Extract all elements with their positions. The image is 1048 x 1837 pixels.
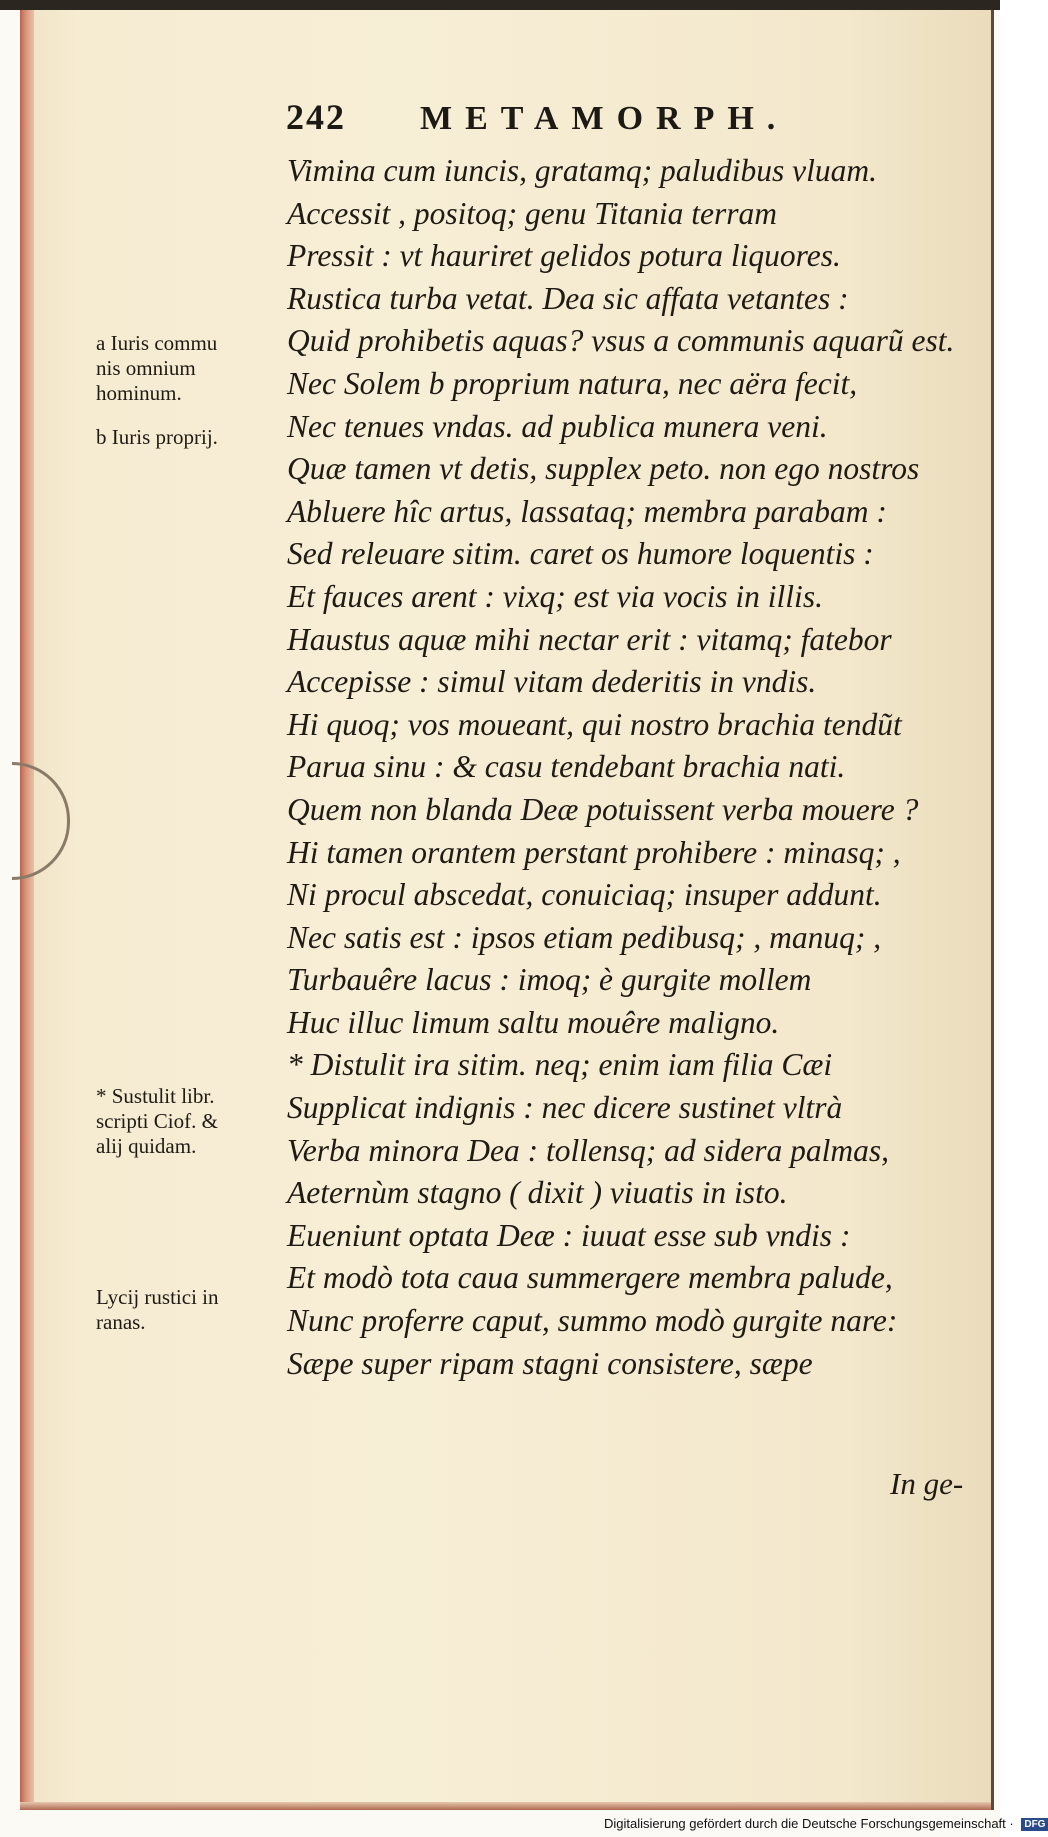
margin-note-star	[96, 1084, 218, 1159]
verse-line: Turbauêre lacus : imoq; è gurgite mollem	[287, 962, 812, 998]
verse-line: Sed releuare sitim. caret os humore loquentis :	[287, 536, 874, 572]
verse-line: Nec tenues vndas. ad publica munera veni.	[287, 408, 828, 444]
margin-note-a	[96, 331, 217, 406]
catchword: In ge-	[890, 1466, 964, 1501]
margin-note-line: hominum.	[96, 381, 182, 405]
margin-note-b	[96, 425, 218, 450]
verse-line: Parua sinu : & casu tendebant brachia nati.	[287, 749, 846, 785]
clasp-shadow	[12, 762, 70, 880]
margin-note-line: alij quidam.	[96, 1134, 197, 1158]
verse-line: Vimina cum iuncis, gratamq; paludibus vluam.	[287, 153, 877, 188]
verse-line: Quid prohibetis aquas? vsus a communis aquarũ est.	[287, 323, 955, 359]
page-header	[286, 96, 788, 138]
margin-note-lycii	[96, 1285, 218, 1335]
verse-line: Huc illuc limum saltu mouêre maligno.	[287, 1004, 780, 1040]
verse-line: Nunc proferre caput, summo modò gurgite nare:	[287, 1303, 898, 1339]
margin-note-line: * Sustulit libr.	[96, 1084, 215, 1108]
verse-line: * Distulit ira sitim. neq; enim iam filia Cæi	[287, 1047, 833, 1083]
margin-note-line: Lycij rustici in	[96, 1285, 219, 1309]
verse-line: Sæpe super ripam stagni consistere, sæpe	[287, 1345, 813, 1381]
verse-block	[287, 150, 987, 1385]
verse-line: Eueniunt optata Deæ : iuuat esse sub vndis :	[287, 1217, 851, 1253]
verse-line: Pressit : vt hauriret gelidos potura liquores.	[287, 238, 841, 274]
dfg-logo: DFG	[1021, 1818, 1048, 1831]
verse-line: Haustus aquæ mihi nectar erit : vitamq; fatebor	[287, 621, 892, 657]
verse-line: Nec Solem b proprium natura, nec aëra fecit,	[287, 365, 858, 401]
verse-line: Hi tamen orantem perstant prohibere : minasq; ,	[287, 834, 901, 870]
margin-note-line: a Iuris commu	[96, 331, 218, 355]
page-left-edge	[20, 10, 34, 1810]
verse-line: Abluere hîc artus, lassataq; membra parabam :	[287, 493, 887, 529]
verse-line: Quæ tamen vt detis, supplex peto. non ego nostros	[287, 451, 920, 487]
verse-line: Verba minora Dea : tollensq; ad sidera palmas,	[287, 1132, 889, 1168]
margin-note-line: scripti Ciof. &	[96, 1109, 218, 1133]
verse-line: Et fauces arent : vixq; est via vocis in illis.	[287, 578, 823, 614]
digitization-credit	[604, 1816, 1048, 1831]
margin-note-line: nis omnium	[96, 356, 196, 380]
page-bottom-edge	[20, 1802, 991, 1810]
verse-line: Hi quoq; vos moueant, qui nostro brachia tendũt	[287, 706, 902, 742]
verse-line: Et modò tota caua summergere membra palude,	[287, 1260, 893, 1296]
verse-line: Accepisse : simul vitam dederitis in vndis.	[287, 664, 817, 700]
verse-line: Accessit , positoq; genu Titania terram	[287, 195, 777, 231]
verse-line: Nec satis est : ipsos etiam pedibusq; , manuq; ,	[287, 919, 882, 955]
credit-text: Digitalisierung gefördert durch die Deutsche Forschungsgemeinschaft ·	[604, 1816, 1014, 1831]
verse-line: Ni procul abscedat, conuiciaq; insuper addunt.	[287, 877, 882, 913]
verse-line: Quem non blanda Deæ potuissent verba mouere ?	[287, 791, 919, 827]
running-head: METAMORPH.	[420, 100, 789, 137]
verse-line: Rustica turba vetat. Dea sic affata vetantes :	[287, 280, 849, 316]
margin-note-line: ranas.	[96, 1310, 146, 1334]
folio-number: 242	[286, 97, 346, 137]
verse-line: Supplicat indignis : nec dicere sustinet vltrà	[287, 1090, 843, 1126]
margin-note-line: b Iuris proprij.	[96, 425, 218, 449]
scan-top-border	[0, 0, 1000, 10]
verse-line: Aeternùm stagno ( dixit ) viuatis in isto.	[287, 1175, 788, 1211]
